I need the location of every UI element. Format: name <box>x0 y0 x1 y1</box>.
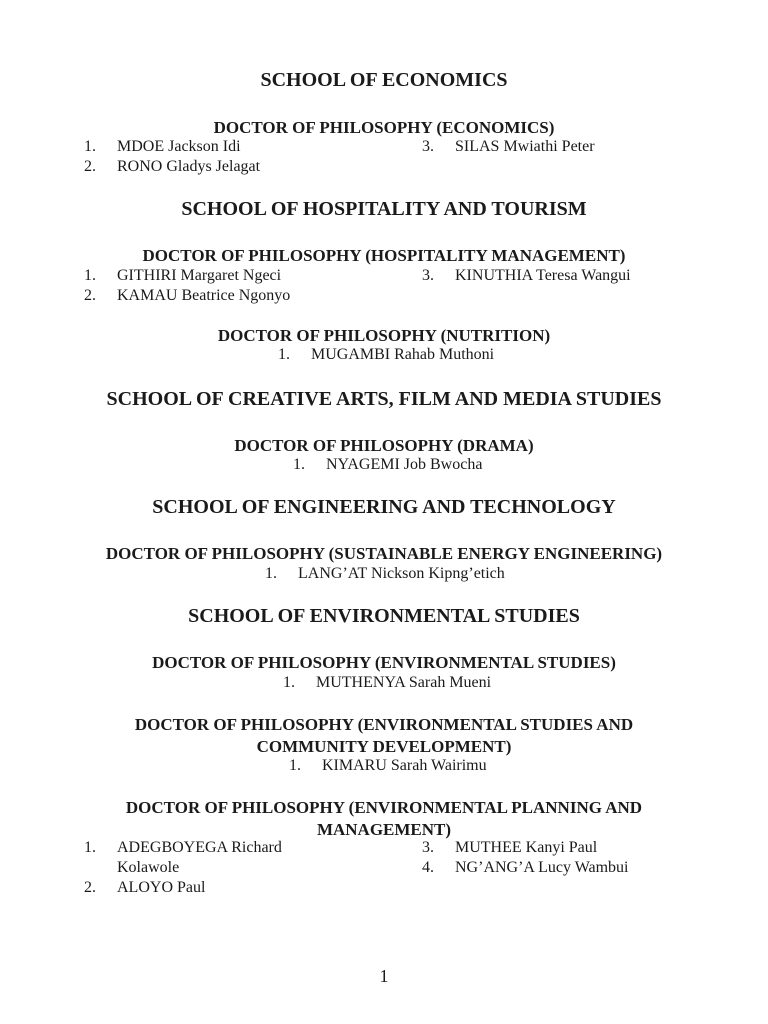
list-item <box>265 564 505 584</box>
program-heading: DOCTOR OF PHILOSOPHY (DRAMA) <box>234 436 534 455</box>
item-number: 3. <box>422 138 434 155</box>
student-name: SILAS Mwiathi Peter <box>455 138 595 155</box>
list-item <box>422 858 629 878</box>
page-number: 1 <box>379 966 389 986</box>
item-number: 1. <box>283 674 295 691</box>
student-name: MUTHEE Kanyi Paul <box>455 839 598 856</box>
school-heading: SCHOOL OF ENVIRONMENTAL STUDIES <box>188 605 580 627</box>
item-number: 1. <box>84 138 96 155</box>
student-name: KAMAU Beatrice Ngonyo <box>117 287 291 304</box>
item-number: 2. <box>84 158 96 175</box>
student-name: MUGAMBI Rahab Muthoni <box>311 346 495 363</box>
student-name: NYAGEMI Job Bwocha <box>326 456 483 473</box>
list-item <box>84 266 281 286</box>
program-heading-line-2: MANAGEMENT) <box>316 820 452 839</box>
student-name: ALOYO Paul <box>117 879 206 896</box>
program-heading: DOCTOR OF PHILOSOPHY (SUSTAINABLE ENERGY ENGINEERING) <box>105 544 663 563</box>
school-heading: SCHOOL OF CREATIVE ARTS, FILM AND MEDIA STUDIES <box>106 388 662 410</box>
student-name: MDOE Jackson Idi <box>117 138 241 155</box>
list-item <box>84 878 205 898</box>
list-item <box>289 756 487 776</box>
program-heading: DOCTOR OF PHILOSOPHY (ECONOMICS) <box>213 118 555 137</box>
student-name: ADEGBOYEGA Richard <box>117 839 282 856</box>
item-number: 3. <box>422 839 434 856</box>
school-heading: SCHOOL OF ECONOMICS <box>260 69 508 91</box>
student-name-continuation: Kolawole <box>117 859 180 876</box>
student-name: GITHIRI Margaret Ngeci <box>117 267 282 284</box>
item-number: 3. <box>422 267 434 284</box>
item-number: 1. <box>84 839 96 856</box>
list-item <box>422 137 595 157</box>
list-item <box>283 673 491 693</box>
program-heading: DOCTOR OF PHILOSOPHY (NUTRITION) <box>217 326 551 345</box>
item-number: 1. <box>293 456 305 473</box>
item-number: 1. <box>278 346 290 363</box>
student-name: LANG’AT Nickson Kipng’etich <box>298 565 505 582</box>
item-number: 4. <box>422 859 434 876</box>
school-heading: SCHOOL OF ENGINEERING AND TECHNOLOGY <box>152 496 616 518</box>
list-item-continuation <box>117 858 179 878</box>
item-number: 1. <box>289 757 301 774</box>
list-item <box>422 838 597 858</box>
item-number: 2. <box>84 287 96 304</box>
student-name: RONO Gladys Jelagat <box>117 158 261 175</box>
student-name: NG’ANG’A Lucy Wambui <box>455 859 629 876</box>
list-item <box>84 838 282 858</box>
program-heading: DOCTOR OF PHILOSOPHY (ENVIRONMENTAL STUDIES) <box>152 653 616 672</box>
item-number: 1. <box>265 565 277 582</box>
program-heading-line-2: COMMUNITY DEVELOPMENT) <box>256 737 512 756</box>
student-name: KIMARU Sarah Wairimu <box>322 757 487 774</box>
list-item <box>278 345 494 365</box>
program-heading: DOCTOR OF PHILOSOPHY (HOSPITALITY MANAGEMENT) <box>142 246 626 265</box>
list-item <box>84 286 290 306</box>
student-name: KINUTHIA Teresa Wangui <box>455 267 631 284</box>
list-item <box>422 266 631 286</box>
item-number: 1. <box>84 267 96 284</box>
list-item <box>293 455 482 475</box>
item-number: 2. <box>84 879 96 896</box>
list-item <box>84 137 241 157</box>
student-name: MUTHENYA Sarah Mueni <box>316 674 492 691</box>
program-heading-line-1: DOCTOR OF PHILOSOPHY (ENVIRONMENTAL STUDIES AND <box>134 715 634 734</box>
school-heading: SCHOOL OF HOSPITALITY AND TOURISM <box>181 198 587 220</box>
program-heading-line-1: DOCTOR OF PHILOSOPHY (ENVIRONMENTAL PLANNING AND <box>125 798 643 817</box>
list-item <box>84 157 260 177</box>
